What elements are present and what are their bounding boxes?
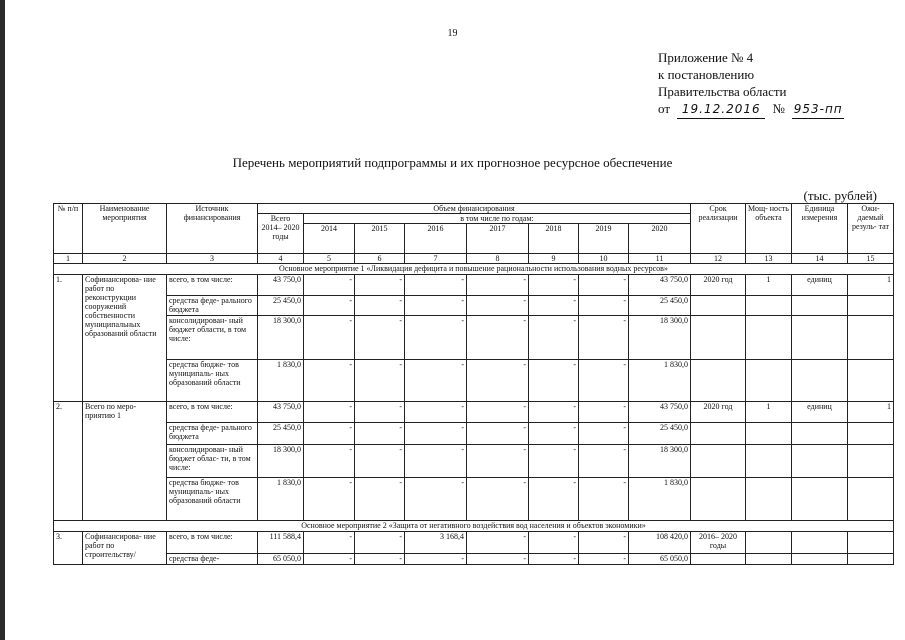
empty-cell [848,532,894,554]
header-year: 2014 [304,224,355,254]
year-cell: - [529,554,579,565]
row-num: 3. [54,532,83,565]
col-number: 1 [54,254,83,264]
year-cell: - [355,402,405,423]
total-cell: 111 588,4 [258,532,304,554]
source-cell: консолидирован- ный бюджет облас- ти, в том числе: [167,445,258,478]
source-cell: всего, в том числе: [167,532,258,554]
header-volume: Объем финансирования [258,204,691,214]
year-cell: - [579,554,629,565]
number-prefix: № [772,101,785,116]
header-by-years: в том числе по годам: [304,214,691,224]
row-num: 2. [54,402,83,521]
header-result: Ожи- даемый резуль- тат [848,204,894,254]
col-number: 3 [167,254,258,264]
col-number: 13 [746,254,792,264]
document-title: Перечень мероприятий подпрограммы и их прогнозное ресурсное обеспечение [232,155,673,170]
col-number: 7 [405,254,467,264]
col-number: 14 [792,254,848,264]
year-cell: - [304,532,355,554]
year-cell: - [579,275,629,296]
total-cell: 43 750,0 [258,275,304,296]
col-number: 11 [629,254,691,264]
total-cell: 1 830,0 [258,360,304,402]
capacity-cell: 1 [746,402,792,423]
year-cell: - [467,360,529,402]
header-source: Источник финансирования [167,204,258,254]
year-cell: - [405,360,467,402]
source-cell: средства феде- рального бюджета [167,423,258,445]
year-cell: - [355,275,405,296]
empty-cell [848,360,894,402]
col-number: 9 [529,254,579,264]
col-number: 10 [579,254,629,264]
year-cell: - [579,532,629,554]
year-cell: - [405,445,467,478]
source-cell: средства феде- рального бюджета [167,296,258,316]
year-cell: - [405,423,467,445]
empty-cell [792,360,848,402]
year-cell: - [579,478,629,521]
year-cell: - [529,402,579,423]
empty-cell [691,445,746,478]
year-cell: - [467,532,529,554]
measure-name: Софинансирова- ние работ по реконструкции сооружений собственности муниципальных образований области [83,275,167,402]
year-cell: - [467,423,529,445]
measures-table [53,203,894,565]
appendix-line-3: Правительства области [658,84,787,99]
empty-cell [848,296,894,316]
year-cell: - [304,296,355,316]
appendix-line-2: к постановлению [658,67,755,82]
year-cell: 18 300,0 [629,316,691,360]
empty-cell [746,532,792,554]
year-cell: - [405,478,467,521]
year-cell: - [529,445,579,478]
year-cell: - [529,316,579,360]
year-cell: - [355,423,405,445]
header-year: 2017 [467,224,529,254]
header-term: Срок реализации [691,204,746,254]
year-cell: - [467,316,529,360]
year-cell: - [529,532,579,554]
total-cell: 18 300,0 [258,316,304,360]
year-cell: - [529,275,579,296]
source-cell: всего, в том числе: [167,275,258,296]
term-cell: 2016– 2020 годы [691,532,746,554]
year-cell: - [579,360,629,402]
total-cell: 43 750,0 [258,402,304,423]
units-label: (тыс. рублей) [803,188,877,203]
row-num: 1. [54,275,83,402]
year-cell: - [579,402,629,423]
empty-cell [792,554,848,565]
source-cell: средства феде- [167,554,258,565]
source-cell: средства бюдже- тов муниципаль- ных образований области [167,360,258,402]
year-cell: - [304,445,355,478]
year-cell: - [355,316,405,360]
year-cell: - [405,402,467,423]
appendix-date-line [658,100,844,119]
year-cell: - [467,402,529,423]
year-cell: - [304,423,355,445]
year-cell: - [467,296,529,316]
header-capacity: Мощ- ность объекта [746,204,792,254]
header-year: 2016 [405,224,467,254]
year-cell: - [529,296,579,316]
empty-cell [746,360,792,402]
source-cell: всего, в том числе: [167,402,258,423]
year-cell: 25 450,0 [629,296,691,316]
empty-cell [691,296,746,316]
empty-cell [848,445,894,478]
year-cell: - [529,478,579,521]
empty-cell [792,532,848,554]
header-year: 2020 [629,224,691,254]
year-cell: 108 420,0 [629,532,691,554]
term-cell: 2020 год [691,275,746,296]
unit-cell: единиц [792,402,848,423]
year-cell: - [467,554,529,565]
capacity-cell: 1 [746,275,792,296]
year-cell: - [579,296,629,316]
unit-cell: единиц [792,275,848,296]
empty-cell [746,316,792,360]
empty-cell [792,423,848,445]
year-cell: - [579,316,629,360]
year-cell: - [579,445,629,478]
empty-cell [848,423,894,445]
col-number: 12 [691,254,746,264]
source-cell: средства бюдже- тов муниципаль- ных образований области [167,478,258,521]
total-cell: 1 830,0 [258,478,304,521]
year-cell: - [304,554,355,565]
appendix-line-1: Приложение № 4 [658,50,754,65]
result-cell: 1 [848,402,894,423]
empty-cell [848,478,894,521]
year-cell: - [304,360,355,402]
total-cell: 25 450,0 [258,423,304,445]
year-cell: - [355,445,405,478]
total-cell: 25 450,0 [258,296,304,316]
year-cell: - [355,478,405,521]
header-unit: Единица измерения [792,204,848,254]
section-heading-1: Основное мероприятие 1 «Ликвидация дефицита и повышение рациональности использования водных ресурсов» [54,264,894,275]
year-cell: - [405,296,467,316]
year-cell: 43 750,0 [629,275,691,296]
page-number: 19 [447,28,458,39]
year-cell: - [355,532,405,554]
empty-cell [792,445,848,478]
year-cell: 18 300,0 [629,445,691,478]
col-number: 15 [848,254,894,264]
empty-cell [746,478,792,521]
year-cell: 1 830,0 [629,360,691,402]
year-cell: - [304,402,355,423]
handwritten-number: 953-пп [792,101,844,119]
year-cell: - [355,296,405,316]
date-prefix: от [658,101,671,116]
header-year: 2015 [355,224,405,254]
handwritten-date: 19.12.2016 [677,101,765,119]
term-cell: 2020 год [691,402,746,423]
year-cell: 43 750,0 [629,402,691,423]
empty-cell [792,296,848,316]
year-cell: - [529,360,579,402]
header-year: 2019 [579,224,629,254]
empty-cell [848,316,894,360]
empty-cell [691,478,746,521]
col-number: 5 [304,254,355,264]
scan-edge [0,0,5,640]
year-cell: 25 450,0 [629,423,691,445]
year-cell: - [405,554,467,565]
result-cell: 1 [848,275,894,296]
year-cell: - [304,316,355,360]
year-cell: - [405,316,467,360]
header-num: № п/п [54,204,83,254]
empty-cell [746,445,792,478]
year-cell: - [405,275,467,296]
empty-cell [746,296,792,316]
col-number: 2 [83,254,167,264]
year-cell: 65 050,0 [629,554,691,565]
empty-cell [792,316,848,360]
year-cell: 1 830,0 [629,478,691,521]
total-cell: 18 300,0 [258,445,304,478]
empty-cell [691,316,746,360]
empty-cell [746,423,792,445]
empty-cell [746,554,792,565]
empty-cell [691,360,746,402]
year-cell: - [529,423,579,445]
year-cell: - [467,478,529,521]
header-total: Всего 2014– 2020 годы [258,214,304,254]
year-cell: - [467,275,529,296]
source-cell: консолидирован- ный бюджет области, в том числе: [167,316,258,360]
appendix-header [658,49,844,119]
col-number: 6 [355,254,405,264]
measure-name: Софинансирова- ние работ по строительству/ [83,532,167,565]
col-number: 4 [258,254,304,264]
year-cell: - [355,554,405,565]
header-year: 2018 [529,224,579,254]
year-cell: - [579,423,629,445]
empty-cell [691,554,746,565]
empty-cell [691,423,746,445]
year-cell: - [355,360,405,402]
year-cell: - [304,478,355,521]
measure-name: Всего по меро- приятию 1 [83,402,167,521]
year-cell: - [467,445,529,478]
col-number: 8 [467,254,529,264]
header-name: Наименование мероприятия [83,204,167,254]
section-heading-2: Основное мероприятие 2 «Защита от негативного воздействия вод населения и объектов экономики» [54,521,894,532]
year-cell: 3 168,4 [405,532,467,554]
year-cell: - [304,275,355,296]
empty-cell [848,554,894,565]
total-cell: 65 050,0 [258,554,304,565]
empty-cell [792,478,848,521]
